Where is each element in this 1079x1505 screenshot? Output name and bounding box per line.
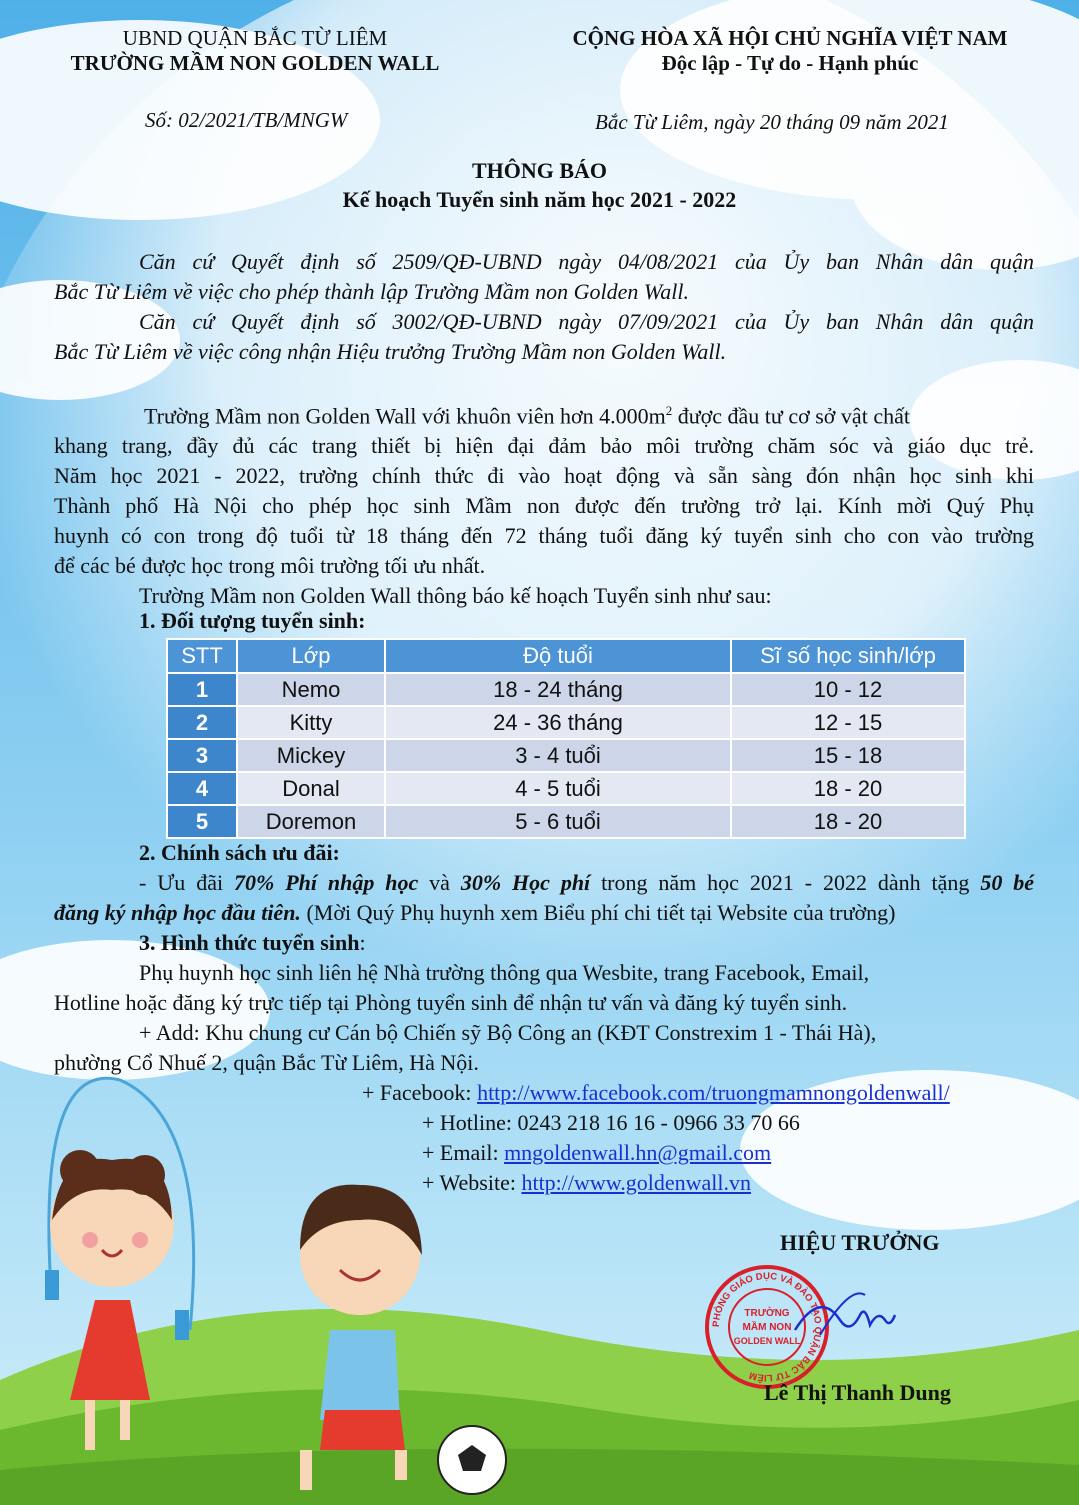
cell-size: 12 - 15 xyxy=(731,706,965,739)
cell-stt: 2 xyxy=(167,706,237,739)
hotline-line: + Hotline: 0243 218 16 16 - 0966 33 70 66 xyxy=(422,1110,800,1135)
website-label: + Website: xyxy=(422,1170,522,1195)
col-age: Độ tuổi xyxy=(385,639,731,673)
contact-line-2: Hotline hoặc đăng ký trực tiếp tại Phòng tuyển sinh để nhận tư vấn và đăng ký tuyển sinh. xyxy=(54,990,848,1015)
cell-age: 24 - 36 tháng xyxy=(385,706,731,739)
intro-line-6: để các bé được học trong môi trường tối ưu nhất. xyxy=(54,553,486,579)
offer-note: (Mời Quý Phụ huynh xem Biểu phí chi tiết tại Website của trường) xyxy=(300,900,896,925)
website-line xyxy=(422,1168,751,1198)
legal-line-4: Bắc Từ Liêm về việc công nhận Hiệu trưởng Trường Mầm non Golden Wall. xyxy=(54,339,727,364)
facebook-link[interactable]: http://www.facebook.com/truongmamnongoldenwall/ xyxy=(477,1080,950,1105)
principal-name: Lê Thị Thanh Dung xyxy=(764,1380,951,1405)
contact-line-1: Phụ huynh học sinh liên hệ Nhà trường thông qua Wesbite, trang Facebook, Email, xyxy=(139,960,870,985)
cell-stt: 4 xyxy=(167,772,237,805)
website-link[interactable]: http://www.goldenwall.vn xyxy=(521,1170,752,1195)
document-number: Số: 02/2021/TB/MNGW xyxy=(145,108,348,132)
intro-line-5: huynh có con trong độ tuổi từ 18 tháng đến 72 tháng tuổi đăng ký tuyển sinh cho con vào trường xyxy=(54,523,1034,549)
intro-line-4: Thành phố Hà Nội cho phép học sinh Mầm non được đến trường trở lại. Kính mời Quý Phụ xyxy=(54,493,1034,519)
intro-line-7: Trường Mầm non Golden Wall thông báo kế hoạch Tuyển sinh như sau: xyxy=(139,583,772,609)
cell-age: 3 - 4 tuổi xyxy=(385,739,731,772)
facebook-label: + Facebook: xyxy=(362,1080,478,1105)
notice-title: THÔNG BÁO xyxy=(471,158,608,183)
address-line-1: + Add: Khu chung cư Cán bộ Chiến sỹ Bộ Công an (KĐT Constrexim 1 - Thái Hà), xyxy=(139,1020,877,1045)
section-3-heading-wrap xyxy=(139,928,366,958)
section-1-heading: 1. Đối tượng tuyển sinh: xyxy=(139,608,366,633)
national-title: CỘNG HÒA XÃ HỘI CHỦ NGHĨA VIỆT NAM xyxy=(572,26,1008,50)
cell-class: Donal xyxy=(237,772,385,805)
cell-stt: 5 xyxy=(167,805,237,838)
section-2-heading: 2. Chính sách ưu đãi: xyxy=(139,840,340,865)
superscript: 2 xyxy=(665,403,673,418)
legal-line-2: Bắc Từ Liêm về việc cho phép thành lập Trường Mầm non Golden Wall. xyxy=(54,279,689,304)
stamp-center-1: TRƯỜNG xyxy=(744,1308,790,1319)
intro-line-3: Năm học 2021 - 2022, trường chính thức đi vào hoạt động và sẵn sàng đón nhận học sinh khi xyxy=(54,463,1034,489)
cell-class: Nemo xyxy=(237,673,385,706)
cell-stt: 3 xyxy=(167,739,237,772)
offer-tuition: 30% Học phí xyxy=(460,870,591,895)
legal-bases xyxy=(54,247,1034,367)
cell-class: Kitty xyxy=(237,706,385,739)
school-name: TRƯỜNG MẦM NON GOLDEN WALL xyxy=(70,51,440,75)
table-row xyxy=(167,805,965,838)
col-size: Sĩ số học sinh/lớp xyxy=(731,639,965,673)
legal-line-3: Căn cứ Quyết định số 3002/QĐ-UBND ngày 07/09/2021 của Ủy ban Nhân dân quận xyxy=(139,309,1034,334)
cell-class: Doremon xyxy=(237,805,385,838)
address-line-2: phường Cổ Nhuế 2, quận Bắc Từ Liêm, Hà Nội. xyxy=(54,1050,479,1075)
cell-age: 4 - 5 tuổi xyxy=(385,772,731,805)
table-row xyxy=(167,706,965,739)
section-2-body xyxy=(54,868,1034,928)
notice-subtitle: Kế hoạch Tuyển sinh năm học 2021 - 2022 xyxy=(342,187,737,212)
offer-admission-fee: 70% Phí nhập học xyxy=(233,870,419,895)
stamp-center-3: GOLDEN WALL xyxy=(733,1336,801,1346)
cell-class: Mickey xyxy=(237,739,385,772)
district-name: UBND QUẬN BẮC TỪ LIÊM xyxy=(122,26,388,50)
col-stt: STT xyxy=(167,639,237,673)
intro-line-1a: Trường Mầm non Golden Wall với khuôn viên hơn 4.000m xyxy=(144,403,666,429)
national-motto: Độc lập - Tự do - Hạnh phúc xyxy=(661,51,919,75)
table-row xyxy=(167,673,965,706)
soccer-ball xyxy=(438,1426,506,1494)
section-3-body xyxy=(54,958,1034,1078)
col-class: Lớp xyxy=(237,639,385,673)
national-header xyxy=(510,26,1070,76)
intro-line-1b: được đầu tư cơ sở vật chất xyxy=(672,403,910,429)
intro-line-1 xyxy=(54,396,1034,431)
facebook-line xyxy=(362,1078,950,1108)
cell-size: 10 - 12 xyxy=(731,673,965,706)
email-line xyxy=(422,1138,771,1168)
email-link[interactable]: mngoldenwall.hn@gmail.com xyxy=(504,1140,772,1165)
document-date: Bắc Từ Liêm, ngày 20 tháng 09 năm 2021 xyxy=(595,110,949,134)
intro-line-2: khang trang, đầy đủ các trang thiết bị hiện đại đảm bảo môi trường chăm sóc và giáo dục trẻ. xyxy=(54,433,1034,459)
offer-text: trong năm học 2021 - 2022 dành tặng xyxy=(590,870,981,895)
stamp-ring-text: PHÒNG GIÁO DỤC VÀ ĐÀO TẠO QUẬN BẮC TỪ LIÊM xyxy=(710,1270,824,1384)
offer-count: 50 bé xyxy=(980,870,1034,895)
enrollment-table xyxy=(166,638,966,839)
offer-line-2 xyxy=(54,898,1034,928)
principal-title: HIỆU TRƯỞNG xyxy=(780,1230,940,1255)
heading-colon: : xyxy=(359,930,366,955)
offer-first-enrolled: đăng ký nhập học đầu tiên. xyxy=(54,900,301,925)
intro-paragraph xyxy=(54,396,1034,611)
offer-text: và xyxy=(418,870,461,895)
stamp-center-2: MẦM NON xyxy=(742,1322,792,1333)
cell-stt: 1 xyxy=(167,673,237,706)
section-3-heading: 3. Hình thức tuyển sinh xyxy=(139,930,360,955)
cell-age: 18 - 24 tháng xyxy=(385,673,731,706)
handwritten-signature xyxy=(790,1280,900,1350)
email-label: + Email: xyxy=(422,1140,505,1165)
authority-header xyxy=(30,26,480,76)
offer-text: - Ưu đãi xyxy=(139,870,234,895)
cell-age: 5 - 6 tuổi xyxy=(385,805,731,838)
cell-size: 18 - 20 xyxy=(731,805,965,838)
table-row xyxy=(167,772,965,805)
legal-line-1: Căn cứ Quyết định số 2509/QĐ-UBND ngày 04/08/2021 của Ủy ban Nhân dân quận xyxy=(139,249,1034,274)
cell-size: 15 - 18 xyxy=(731,739,965,772)
table-row xyxy=(167,739,965,772)
table-header-row xyxy=(167,639,965,673)
cell-size: 18 - 20 xyxy=(731,772,965,805)
offer-line-1 xyxy=(54,868,1034,898)
